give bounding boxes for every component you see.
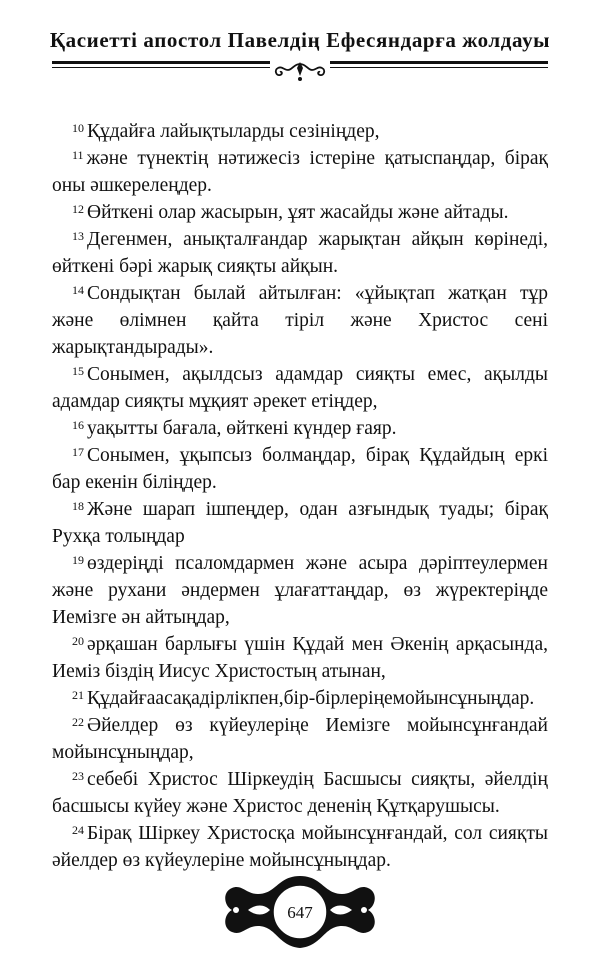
- verse-text: уақытты бағала, өйткені күндер ғаяр.: [87, 418, 397, 439]
- verse-text: Құдайға лайықтыларды сезініңдер,: [87, 121, 380, 142]
- verse: [52, 361, 548, 415]
- verse-text: себебі Христос Шіркеудің Басшысы сияқты, әйелдің басшысы күйеу және Христос дененің Құтқарушысы.: [52, 769, 548, 817]
- verse-text: Құдайғаасақадірлікпен,бір-бірлеріңемойынсұныңдар.: [87, 688, 535, 709]
- verse: [52, 280, 548, 361]
- verse: [52, 442, 548, 496]
- flourish-ornament-icon: [270, 58, 330, 84]
- verse-number: 21: [72, 688, 84, 702]
- verse: [52, 226, 548, 280]
- page-number: 647: [287, 903, 313, 922]
- verse-text: Дегенмен, анықталғандар жарықтан айқын көрінеді, өйткені бәрі жарық сияқты айқын.: [52, 229, 548, 277]
- verse-number: 23: [72, 769, 84, 783]
- running-header: Қасиетті апостол Павелдің Ефесяндарға жолдауы: [49, 28, 551, 52]
- verse: [52, 496, 548, 550]
- verse-text: әрқашан барлығы үшін Құдай мен Әкенің арқасында, Иеміз біздің Иисус Христостың атынан,: [52, 634, 548, 682]
- verse-number: 24: [72, 823, 84, 837]
- verse-number: 18: [72, 499, 84, 513]
- verse: [52, 415, 548, 442]
- verse-number: 11: [72, 148, 84, 162]
- verse: [52, 685, 548, 712]
- verse-number: 12: [72, 202, 84, 216]
- verse-number: 22: [72, 715, 84, 729]
- scripture-text: [52, 118, 548, 874]
- verse-number: 19: [72, 553, 84, 567]
- verse: [52, 712, 548, 766]
- verse-number: 14: [72, 283, 84, 297]
- verse-text: өздеріңді псаломдармен және асыра дәріптеулермен және рухани әндермен ұлағаттаңдар, өз жүректеріңде Иемізге ән айтыңдар,: [52, 553, 548, 628]
- verse: [52, 820, 548, 874]
- verse: [52, 631, 548, 685]
- verse-text: Әйелдер өз күйеулеріңе Иемізге мойынсұнғандай мойынсұныңдар,: [52, 715, 548, 763]
- verse-number: 17: [72, 445, 84, 459]
- verse: [52, 199, 548, 226]
- verse-text: Сонымен, ақылдсыз адамдар сияқты емес, ақылды адамдар сияқты мұқият әрекет етіңдер,: [52, 364, 548, 412]
- verse-text: Бірақ Шіркеу Христосқа мойынсұнғандай, сол сияқты әйелдер өз күйеулеріне мойынсұныңдар.: [52, 823, 548, 871]
- verse-text: Өйткені олар жасырын, ұят жасайды және айтады.: [87, 202, 509, 223]
- verse-number: 13: [72, 229, 84, 243]
- verse-text: Сондықтан былай айтылған: «ұйықтап жатқан тұр және өлімнен қайта тіріл және Христос сені жарықтандырады».: [52, 283, 548, 358]
- verse: [52, 550, 548, 631]
- verse-text: Және шарап ішпеңдер, одан азғындық туады; бірақ Рухқа толыңдар: [52, 499, 548, 547]
- verse-number: 15: [72, 364, 84, 378]
- verse-number: 10: [72, 121, 84, 135]
- page-footer: [218, 870, 382, 956]
- verse-text: және түнектің нәтижесіз істеріне қатыспаңдар, бірақ оны әшкерелеңдер.: [52, 148, 548, 196]
- verse: [52, 118, 548, 145]
- verse-number: 16: [72, 418, 84, 432]
- verse: [52, 766, 548, 820]
- verse: [52, 145, 548, 199]
- verse-number: 20: [72, 634, 84, 648]
- verse-text: Сонымен, ұқыпсыз болмаңдар, бірақ Құдайдың еркі бар екенін біліңдер.: [52, 445, 548, 493]
